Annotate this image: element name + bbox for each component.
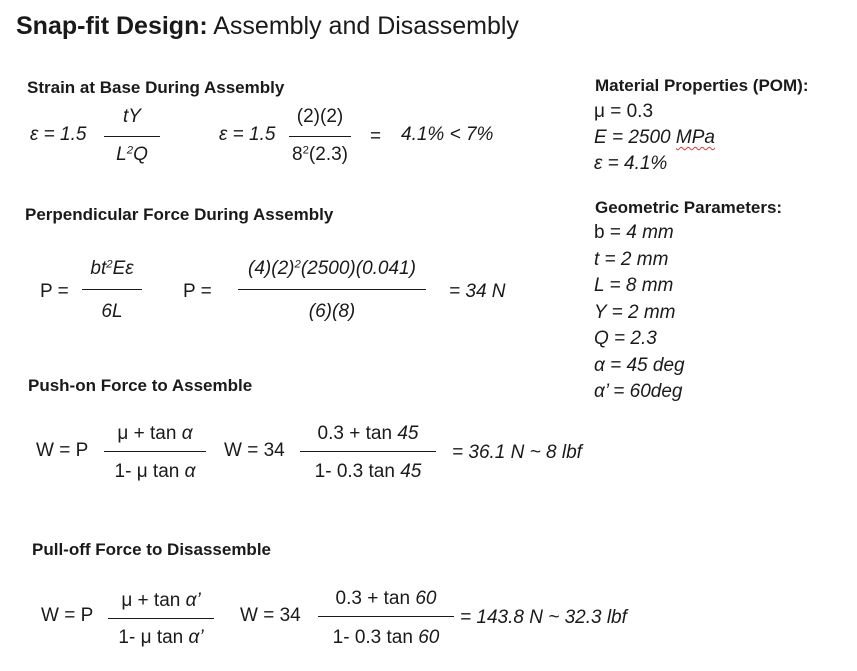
- geometry-item-t: t = 2 mm: [594, 249, 669, 270]
- push-denominator: 1- μ tan α: [114, 461, 196, 482]
- geometry-item-Q: Q = 2.3: [594, 328, 657, 349]
- push-fraction-bar-2: [300, 451, 436, 452]
- material-modulus: E = 2500 MPa: [594, 127, 715, 148]
- strain-denominator: $L^2Q$: [116, 144, 148, 165]
- pull-denominator: 1- μ tan α’: [118, 627, 204, 648]
- force-numerator-2: $(4)(2)^2(2500)(0.041)$: [248, 258, 416, 279]
- push-denominator-2: 1- 0.3 tan 45: [314, 461, 422, 482]
- pull-result: = 143.8 N ~ 32.3 lbf: [460, 607, 627, 628]
- strain-lhs-2: ε = 1.5: [219, 124, 276, 145]
- strain-heading: Strain at Base During Assembly: [27, 78, 285, 97]
- push-numerator-2: 0.3 + tan 45: [317, 423, 419, 444]
- push-lhs-2: W = 34: [224, 440, 285, 461]
- title-rest: Assembly and Disassembly: [207, 12, 519, 40]
- pull-heading: Pull-off Force to Disassemble: [32, 540, 271, 559]
- title-bold: Snap-fit Design:: [16, 12, 208, 40]
- pull-denominator-2: 1- 0.3 tan 60: [332, 627, 440, 648]
- material-mu: μ = 0.3: [594, 101, 654, 122]
- strain-numerator-2: (2)(2): [296, 106, 344, 127]
- force-denominator: 6L: [101, 301, 123, 322]
- push-numerator: μ + tan α: [117, 423, 193, 444]
- geometry-item-b: b = 4 mm: [594, 222, 674, 243]
- pull-lhs: W = P: [41, 605, 94, 626]
- geometry-item-Y: Y = 2 mm: [594, 302, 676, 323]
- push-lhs: W = P: [36, 440, 89, 461]
- material-strain: ε = 4.1%: [594, 153, 668, 174]
- geometry-item-alpha: α = 45 deg: [594, 355, 685, 376]
- pull-fraction-bar: [108, 618, 214, 619]
- pull-numerator-2: 0.3 + tan 60: [335, 588, 437, 609]
- strain-result: 4.1% < 7%: [401, 124, 494, 145]
- geometry-item-alpha-prime: α’ = 60deg: [594, 381, 683, 402]
- force-lhs: P =: [40, 281, 69, 302]
- force-lhs-2: P =: [183, 281, 212, 302]
- push-fraction-bar: [104, 451, 206, 452]
- force-heading: Perpendicular Force During Assembly: [25, 205, 334, 224]
- force-fraction-bar-2: [238, 289, 426, 290]
- strain-numerator: tY: [123, 106, 141, 127]
- strain-equals: =: [370, 126, 382, 147]
- pull-numerator: μ + tan α’: [121, 590, 201, 611]
- pull-lhs-2: W = 34: [240, 605, 301, 626]
- push-result: = 36.1 N ~ 8 lbf: [452, 442, 582, 463]
- force-denominator-2: (6)(8): [308, 301, 356, 322]
- force-numerator: $bt^2E\varepsilon$: [90, 258, 134, 279]
- strain-lhs: ε = 1.5: [30, 124, 87, 145]
- material-heading: Material Properties (POM):: [595, 76, 809, 95]
- strain-fraction-bar-2: [289, 136, 351, 137]
- strain-denominator-2: $8^2(2.3)$: [292, 144, 348, 165]
- push-heading: Push-on Force to Assemble: [28, 376, 253, 395]
- page-title: [16, 12, 519, 41]
- force-fraction-bar: [82, 289, 142, 290]
- geometry-item-L: L = 8 mm: [594, 275, 674, 296]
- geometry-heading: Geometric Parameters:: [595, 198, 783, 217]
- strain-fraction-bar: [104, 136, 160, 137]
- pull-fraction-bar-2: [318, 616, 454, 617]
- force-result: = 34 N: [449, 281, 506, 302]
